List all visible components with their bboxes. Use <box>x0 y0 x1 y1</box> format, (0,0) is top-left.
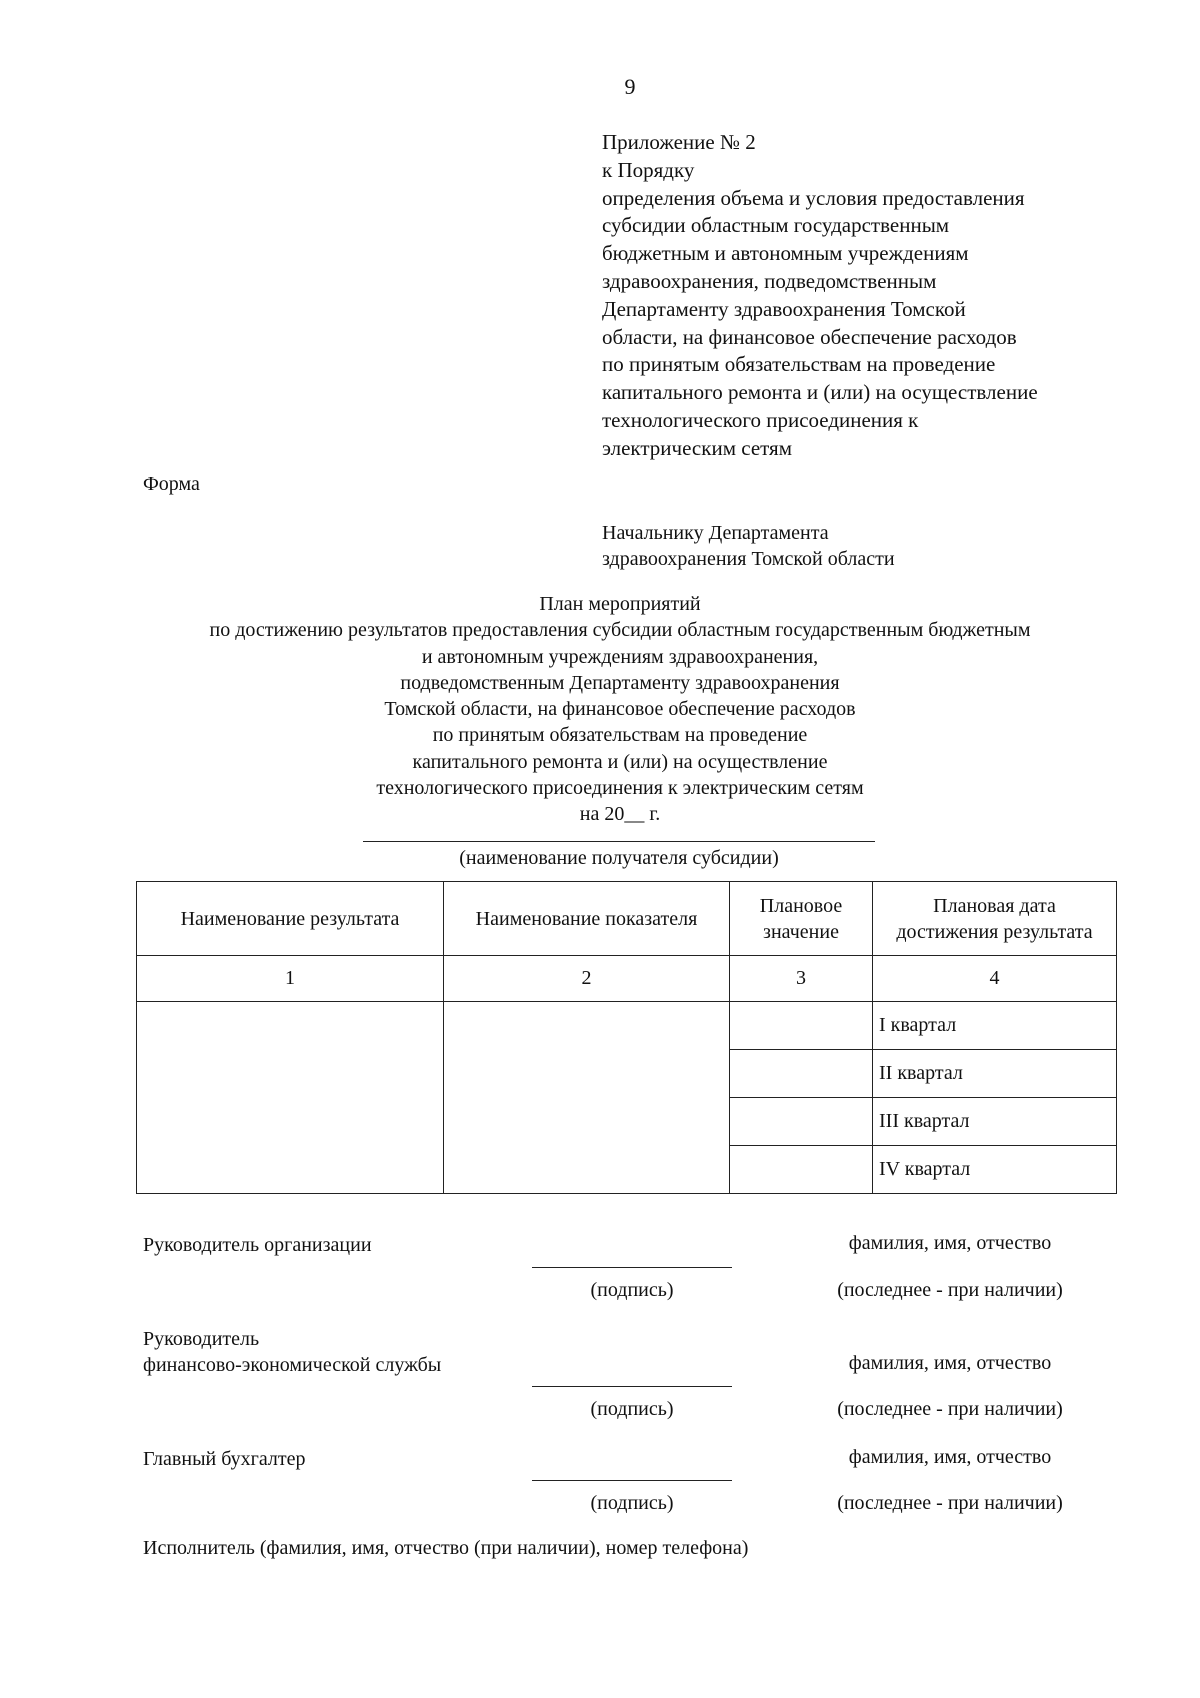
full-name-note: (последнее - при наличии) <box>837 1398 1063 1420</box>
planned-value-cell[interactable] <box>730 1050 873 1098</box>
plan-title-line: по принятым обязательствам на проведение <box>432 724 808 747</box>
appendix-line: капитального ремонта и (или) на осуществление <box>602 380 1038 405</box>
signature-caption: (подпись) <box>590 1492 674 1514</box>
plan-title-line: Томской области, на финансовое обеспечение расходов <box>384 698 856 721</box>
appendix-line: субсидии областным государственным <box>602 213 950 238</box>
full-name-caption: фамилия, имя, отчество <box>848 1352 1052 1374</box>
full-name-caption: фамилия, имя, отчество <box>848 1232 1052 1254</box>
plan-title-line: на 20__ г. <box>579 803 661 826</box>
signatory-label: Главный бухгалтер <box>143 1448 306 1470</box>
quarter-cell: III квартал <box>873 1098 1117 1146</box>
header-planned-date-text: Плановая дата достижения результата <box>896 894 1093 943</box>
executor-line: Исполнитель (фамилия, имя, отчество (при наличии), номер телефона) <box>143 1537 749 1559</box>
recipient-caption: (наименование получателя субсидии) <box>459 847 779 869</box>
header-planned-date <box>873 882 1117 956</box>
full-name-note: (последнее - при наличии) <box>837 1492 1063 1514</box>
appendix-line: к Порядку <box>602 157 695 182</box>
signature-field[interactable] <box>532 1267 732 1268</box>
signature-caption: (подпись) <box>590 1279 674 1301</box>
full-name-note: (последнее - при наличии) <box>837 1279 1063 1301</box>
plan-title-line: подведомственным Департаменту здравоохранения <box>400 671 840 694</box>
plan-title-line: и автономным учреждениям здравоохранения, <box>421 645 819 668</box>
signature-caption: (подпись) <box>590 1398 674 1420</box>
planned-value-cell[interactable] <box>730 1002 873 1050</box>
appendix-line: области, на финансовое обеспечение расходов <box>602 324 1017 349</box>
indicator-name-cell[interactable] <box>444 1002 730 1194</box>
signatory-label <box>143 1326 441 1378</box>
column-number: 4 <box>873 956 1117 1002</box>
appendix-line: бюджетным и автономным учреждениям <box>602 241 969 266</box>
appendix-line: технологического присоединения к <box>602 407 919 432</box>
plan-title-line: по достижению результатов предоставления субсидии областным государственным бюджетным <box>209 619 1031 642</box>
signatory-label-line: Руководитель <box>143 1328 260 1350</box>
appendix-line: Приложение № 2 <box>602 130 756 154</box>
addressee-line: здравоохранения Томской области <box>602 548 895 570</box>
plan-title-line: технологического присоединения к электрическим сетям <box>376 777 864 800</box>
appendix-line: Департаменту здравоохранения Томской <box>602 296 966 321</box>
appendix-line: по принятым обязательствам на проведение <box>602 352 996 377</box>
quarter-cell: II квартал <box>873 1050 1117 1098</box>
addressee-block <box>602 520 895 572</box>
header-result-name: Наименование результата <box>137 882 444 956</box>
recipient-name-field[interactable] <box>363 841 875 842</box>
full-name-caption: фамилия, имя, отчество <box>848 1446 1052 1468</box>
table-header-row <box>137 882 1117 956</box>
table-number-row <box>137 956 1117 1002</box>
appendix-line: здравоохранения, подведомственным <box>602 268 937 293</box>
planned-value-cell[interactable] <box>730 1098 873 1146</box>
header-planned-value <box>730 882 873 956</box>
form-label: Форма <box>143 473 200 495</box>
addressee-line: Начальнику Департамента <box>602 522 829 544</box>
quarter-cell: IV квартал <box>873 1146 1117 1194</box>
column-number: 2 <box>444 956 730 1002</box>
signatory-label-line: финансово-экономической службы <box>143 1354 442 1376</box>
plan-title-line: План мероприятий <box>539 593 701 615</box>
result-name-cell[interactable] <box>137 1002 444 1194</box>
planned-value-cell[interactable] <box>730 1146 873 1194</box>
signatory-label: Руководитель организации <box>143 1234 372 1256</box>
table-row <box>137 1002 1117 1050</box>
plan-table <box>136 881 1117 1194</box>
header-planned-value-text: Плановое значение <box>759 894 843 943</box>
plan-title-line: капитального ремонта и (или) на осуществление <box>412 750 828 773</box>
plan-title <box>140 591 1100 828</box>
signature-field[interactable] <box>532 1480 732 1481</box>
quarter-cell: I квартал <box>873 1002 1117 1050</box>
signature-field[interactable] <box>532 1386 732 1387</box>
appendix-line: определения объема и условия предоставления <box>602 185 1025 210</box>
appendix-block <box>602 129 1162 463</box>
header-indicator-name: Наименование показателя <box>444 882 730 956</box>
page-number: 9 <box>624 74 636 99</box>
column-number: 1 <box>137 956 444 1002</box>
column-number: 3 <box>730 956 873 1002</box>
appendix-line: электрическим сетям <box>602 435 792 460</box>
